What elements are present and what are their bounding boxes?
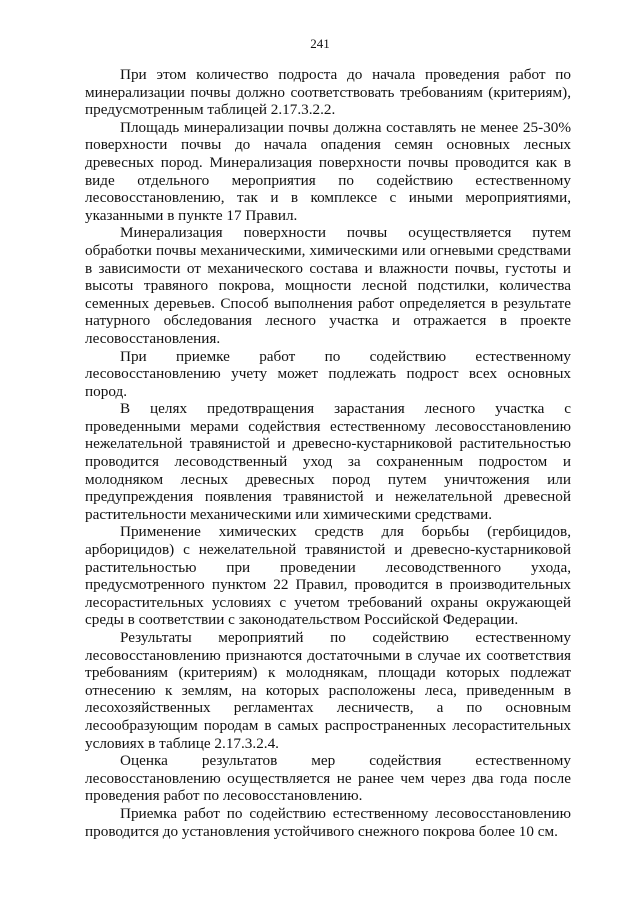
paragraph-mineralization-area: Площадь минерализации почвы должна составлять не менее 25-30% поверхности почвы до начала опадения семян основных лесных древесных пород. Минерализация поверхности почвы проводится как в виде отдельного мероприятия по содействию естественному лесовосстановлению, так и в комплексе с иными мероприятиями, указанными в пункте 17 Правил. xyxy=(85,118,571,224)
paragraph-acceptance-timing: Приемка работ по содействию естественному лесовосстановлению проводится до установления устойчивого снежного покрова более 10 см. xyxy=(85,804,571,840)
document-body xyxy=(85,66,571,840)
page-number: 241 xyxy=(310,36,330,51)
paragraph-acceptance-accounting: При приемке работ по содействию естественному лесовосстановлению учету может подлежать подрост всех основных пород. xyxy=(85,347,571,400)
paragraph-results-evaluation: Оценка результатов мер содействия естественному лесовосстановлению осуществляется не ранее чем через два года после проведения работ по лесовосстановлению. xyxy=(85,752,571,805)
paragraph-mineralization-methods: Минерализация поверхности почвы осуществляется путем обработки почвы механическими, химическими или огневыми средствами в зависимости от механического состава и влажности почвы, густоты и высоты травяного покрова, мощности лесной подстилки, количества семенных деревьев. Способ выполнения работ определяется в результате натурного обследования лесного участка и отражается в проекте лесовосстановления. xyxy=(85,224,571,347)
paragraph-chemical-agents: Применение химических средств для борьбы (гербицидов, арборицидов) с нежелательной травянистой и древесно-кустарниковой растительностью при проведении лесоводственного ухода, предусмотренного пунктом 22 Правил, проводится в производительных лесорастительных условиях с учетом требований охраны окружающей среды в соответствии с законодательством Российской Федерации. xyxy=(85,523,571,629)
paragraph-seedling-requirements: При этом количество подроста до начала проведения работ по минерализации почвы должно соответствовать требованиям (критериям), предусмотренным таблицей 2.17.3.2.2. xyxy=(85,66,571,119)
paragraph-overgrowth-prevention: В целях предотвращения зарастания лесного участка с проведенными мерами содействия естественному лесовосстановлению нежелательной травянистой и древесно-кустарниковой растительностью проводится лесоводственный уход за сохраненным подростом и молодняком лесных древесных пород путем уничтожения или предупреждения появления травянистой и нежелательной древесной растительности механическими или химическими средствами. xyxy=(85,400,571,523)
paragraph-results-criteria: Результаты мероприятий по содействию естественному лесовосстановлению признаются достаточными в случае их соответствия требованиям (критериям) к молоднякам, площади которых подлежат отнесению к землям, на которых расположены леса, приведенным в лесохозяйственных регламентах лесничеств, а по основным лесообразующим породам в самых распространенных лесорастительных условиях в таблице 2.17.3.2.4. xyxy=(85,629,571,752)
